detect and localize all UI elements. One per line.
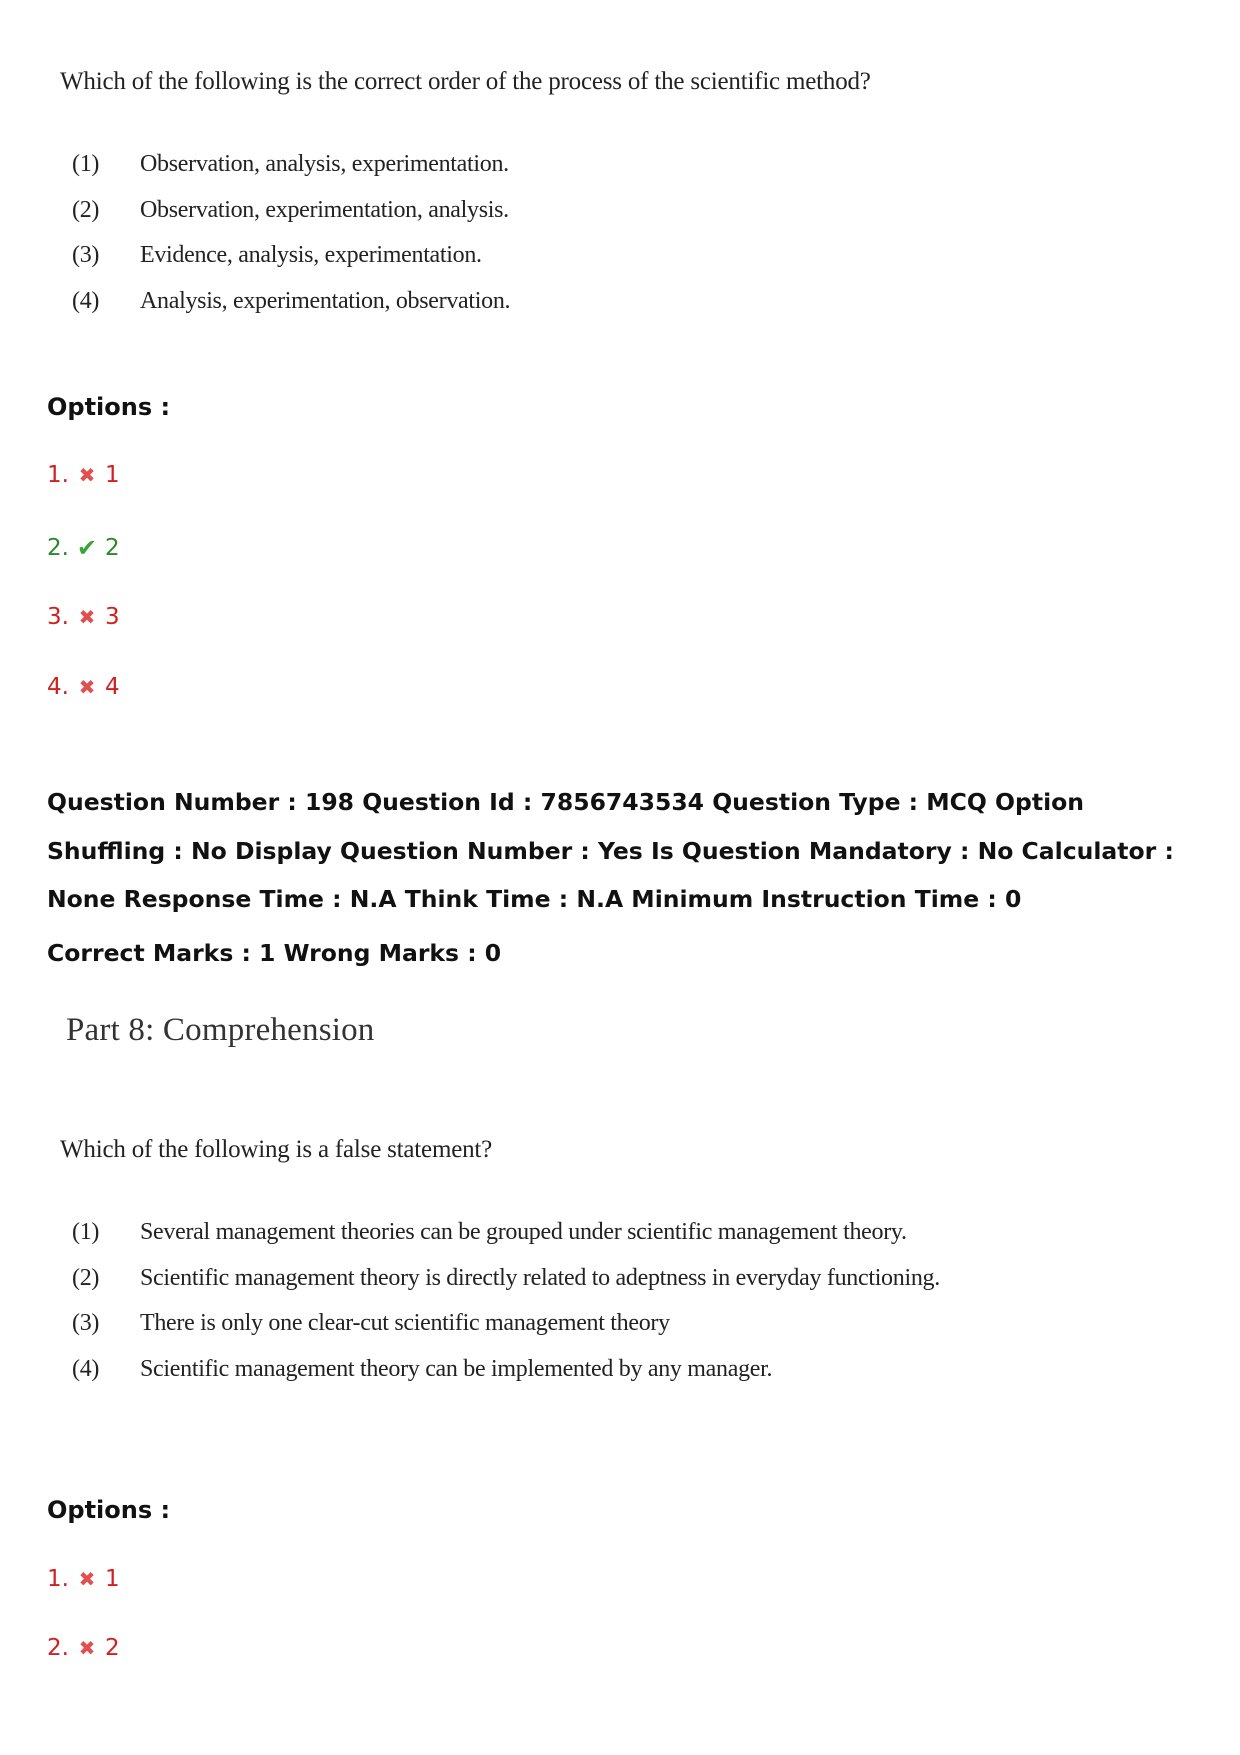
choice-item: (1) Several management theories can be grouped under scientific management theory.	[72, 1219, 907, 1246]
option-2[interactable]: 2. ✖ 2	[47, 1635, 120, 1661]
choice-item: (1) Observation, analysis, experimentation.	[72, 151, 509, 178]
part-title: Part 8: Comprehension	[66, 1012, 375, 1048]
option-4[interactable]: 4. ✖ 4	[47, 674, 120, 700]
cross-icon: ✖	[78, 605, 96, 629]
options-heading: Options :	[47, 1496, 171, 1524]
question-1-choices	[60, 142, 871, 324]
question-2-choices	[60, 1210, 940, 1392]
cross-icon: ✖	[78, 675, 96, 699]
choice-item: (4) Scientific management theory can be implemented by any manager.	[72, 1355, 773, 1382]
choice-item: (3) Evidence, analysis, experimentation.	[72, 242, 482, 269]
option-3[interactable]: 3. ✖ 3	[47, 604, 120, 630]
cross-icon: ✖	[78, 1567, 96, 1591]
choice-item: (4) Analysis, experimentation, observation.	[72, 287, 511, 314]
check-icon: ✔	[76, 534, 97, 562]
marks-info: Correct Marks : 1 Wrong Marks : 0	[47, 939, 502, 967]
option-1[interactable]: 1. ✖ 1	[47, 1566, 120, 1592]
option-1[interactable]: 1. ✖ 1	[47, 462, 120, 488]
option-2[interactable]: 2. ✔ 2	[47, 534, 120, 562]
question-metadata: Question Number : 198 Question Id : 7856743534 Question Type : MCQ Option Shuffling : No Display Question Number : Yes Is Question Mandatory : No Calculator : None Response Time : N.A Think Time : N.A Minimum Instruction Time : 0	[47, 788, 1174, 913]
question-2-body	[60, 1136, 940, 1392]
cross-icon: ✖	[78, 1636, 96, 1660]
cross-icon: ✖	[78, 463, 96, 487]
question-1-image	[60, 68, 871, 324]
choice-item: (2) Scientific management theory is directly related to adeptness in everyday functioning.	[72, 1264, 940, 1291]
question-1-text: Which of the following is the correct order of the process of the scientific method?	[60, 68, 871, 95]
question-2-image	[66, 1012, 375, 1049]
choice-item: (3) There is only one clear-cut scientific management theory	[72, 1310, 670, 1337]
question-2-text: Which of the following is a false statement?	[60, 1136, 493, 1163]
options-heading: Options :	[47, 393, 171, 421]
choice-item: (2) Observation, experimentation, analysis.	[72, 196, 509, 223]
